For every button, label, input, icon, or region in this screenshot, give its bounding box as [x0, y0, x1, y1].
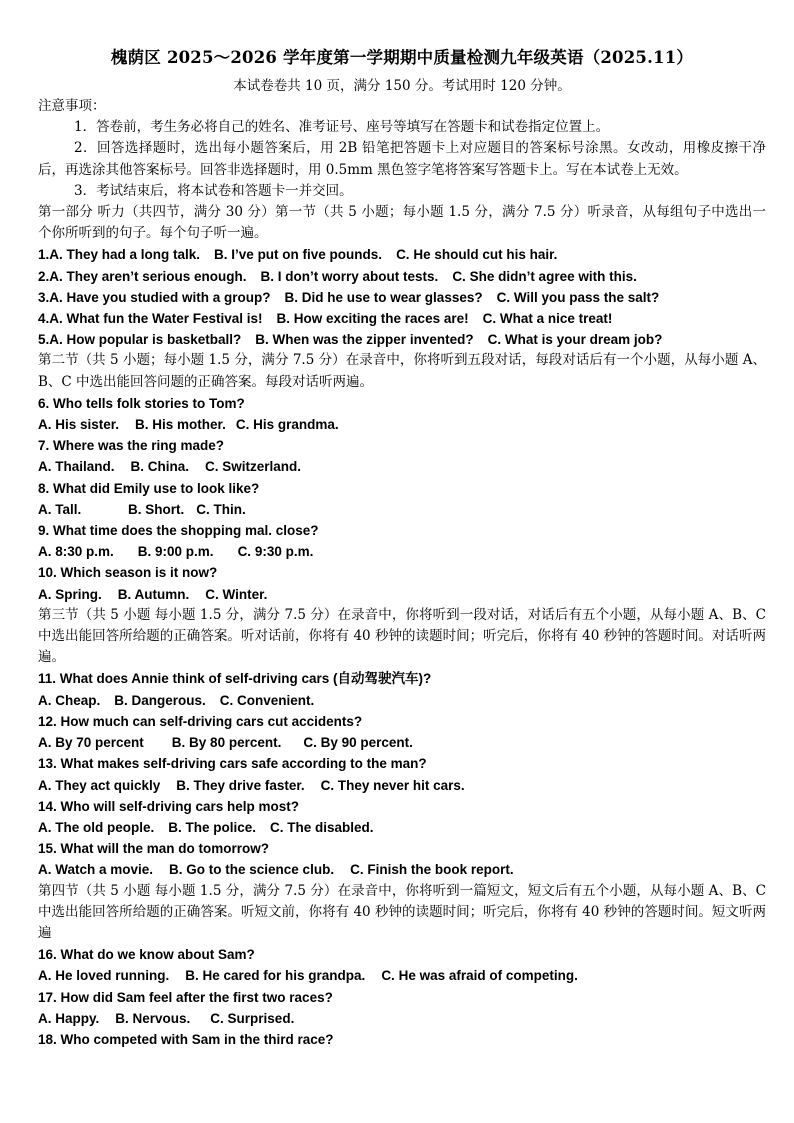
option[interactable]: B. Autumn.	[117, 586, 190, 602]
option[interactable]: B. Short.	[128, 501, 185, 517]
page-title: 槐荫区 2025～2026 学年度第一学期期中质量检测九年级英语（2025.11）	[110, 48, 694, 67]
option[interactable]: 2.A. They aren’t serious enough.	[38, 268, 247, 284]
option[interactable]: 5.A. How popular is basketball?	[38, 332, 242, 348]
option[interactable]: B. 9:00 p.m.	[137, 544, 214, 560]
option-row	[38, 541, 766, 562]
option-row	[38, 414, 766, 435]
section3-list	[38, 668, 766, 880]
option[interactable]: C. His grandma.	[235, 417, 339, 433]
section4-list	[38, 944, 766, 1050]
exam-info: 本试卷卷共 10 页，满分 150 分。考试用时 120 分钟。	[233, 78, 571, 94]
option[interactable]: B. Dangerous.	[114, 692, 206, 708]
section3-intro: 第三节（共 5 小题 每小题 1.5 分，满分 7.5 分）在录音中，你将听到一段对话，对话后有五个小题，从每小题 A、B、C 中选出能回答所给题的正确答案。听对话前，你将有 40 秒钟的读题时间；听完后，你将有 40 秒钟的答题时间。对话听两遍。	[38, 606, 766, 666]
option-row	[38, 965, 766, 986]
notice-item: 2．回答选择题时，选出每小题答案后，用 2B 铅笔把答题卡上对应题目的答案标号涂黑。女改动，用橡皮擦干净后，再选涂其他答案标号。回答非选择题时，用 0.5mm 黑色签字笔将答案写答题卡上。写在本试卷上无效。	[38, 140, 766, 178]
option-row	[38, 1008, 766, 1029]
option-row	[38, 584, 766, 605]
section2-intro: 第二节（共 5 小题；每小题 1.5 分，满分 7.5 分）在录音中，你将听到五段对话，每段对话后有一个小题，从每小题 A、B、C 中选出能回答问题的正确答案。每段对话听两遍。	[38, 352, 766, 390]
option[interactable]: B. He cared for his grandpa.	[185, 968, 366, 984]
option[interactable]: B. China.	[130, 459, 190, 475]
notice-item: 3．考试结束后，将本试卷和答题卡一并交回。	[74, 182, 353, 199]
option[interactable]: B. His mother.	[135, 417, 226, 433]
option[interactable]: B. They drive faster.	[176, 777, 305, 793]
option[interactable]: C. By 90 percent.	[303, 735, 413, 751]
option[interactable]: B. How exciting the races are!	[276, 311, 469, 327]
option-row	[38, 775, 766, 796]
part1-intro: 第一部分 听力（共四节，满分 30 分）第一节（共 5 小题；每小题 1.5 分，满分 7.5 分）听录音，从每组句子中选出一个你所听到的句子。每个句子听一遍。	[38, 204, 766, 242]
option[interactable]: 3.A. Have you studied with a group?	[38, 289, 271, 305]
option[interactable]: C. Winter.	[205, 586, 268, 602]
option[interactable]: 4.A. What fun the Water Festival is!	[38, 311, 263, 327]
option[interactable]: C. She didn’t agree with this.	[452, 268, 637, 284]
section2-list	[38, 393, 766, 605]
option[interactable]: C. What a nice treat!	[482, 311, 613, 327]
option[interactable]: A. The old people.	[38, 819, 155, 835]
option[interactable]: A. By 70 percent	[38, 735, 144, 751]
option[interactable]: A. His sister.	[38, 417, 120, 433]
notice-heading: 注意事项：	[38, 98, 106, 114]
option[interactable]: B. Did he use to wear glasses?	[284, 289, 483, 305]
option[interactable]: C. They never hit cars.	[320, 777, 465, 793]
option[interactable]: B. The police.	[168, 819, 257, 835]
question: 14. Who will self-driving cars help most?	[38, 798, 300, 814]
option[interactable]: B. Go to the science club.	[169, 862, 335, 878]
option[interactable]: A. Thailand.	[38, 459, 115, 475]
option[interactable]: C. Will you pass the salt?	[496, 289, 660, 305]
option[interactable]: B. When was the zipper invented?	[255, 332, 474, 348]
option-row	[38, 859, 766, 880]
option[interactable]: C. 9:30 p.m.	[237, 544, 314, 560]
option-row	[38, 329, 766, 350]
option[interactable]: C. The disabled.	[270, 819, 374, 835]
option[interactable]: C. He should cut his hair.	[396, 247, 558, 263]
option-row	[38, 817, 766, 838]
option[interactable]: A. They act quickly	[38, 777, 161, 793]
question: 15. What will the man do tomorrow?	[38, 841, 270, 857]
option[interactable]: C. Finish the book report.	[350, 862, 514, 878]
option[interactable]: 1.A. They had a long talk.	[38, 247, 201, 263]
option-row	[38, 308, 766, 329]
notice-item: 1．答卷前，考生务必将自己的姓名、准考证号、座号等填写在答题卡和试卷指定位置上。	[74, 119, 610, 136]
option-row	[38, 690, 766, 711]
option[interactable]: C. Switzerland.	[205, 459, 302, 475]
question: 6. Who tells folk stories to Tom?	[38, 395, 245, 411]
question: 8. What did Emily use to look like?	[38, 480, 260, 496]
option-row	[38, 456, 766, 477]
option[interactable]: B. Nervous.	[115, 1010, 191, 1026]
option[interactable]: C. What is your dream job?	[487, 332, 663, 348]
option[interactable]: B. I’ve put on five pounds.	[214, 247, 383, 263]
option[interactable]: A. Tall.	[38, 501, 82, 517]
question: 13. What makes self-driving cars safe according to the man?	[38, 756, 427, 772]
question: 9. What time does the shopping mal. close?	[38, 523, 319, 539]
option[interactable]: A. 8:30 p.m.	[38, 544, 114, 560]
option[interactable]: C. He was afraid of competing.	[381, 968, 578, 984]
question: 7. Where was the ring made?	[38, 438, 225, 454]
option-row	[38, 732, 766, 753]
question: 17. How did Sam feel after the first two races?	[38, 989, 333, 1005]
option-row	[38, 287, 766, 308]
option[interactable]: C. Thin.	[196, 501, 246, 517]
question: 11. What does Annie think of self-driving cars (自动驾驶汽车)?	[38, 671, 432, 687]
option[interactable]: C. Convenient.	[219, 692, 315, 708]
option[interactable]: C. Surprised.	[210, 1010, 295, 1026]
section4-intro: 第四节（共 5 小题 每小题 1.5 分，满分 7.5 分）在录音中，你将听到一篇短文，短文后有五个小题，从每小题 A、B、C 中选出能回答所给题的正确答案。听短文前，你将有 40 秒钟的读题时间；听完后，你将有 40 秒钟的答题时间。短文听两遍	[38, 882, 766, 941]
section1-list	[38, 244, 766, 350]
option[interactable]: A. Cheap.	[38, 692, 101, 708]
option[interactable]: A. Happy.	[38, 1010, 100, 1026]
question: 10. Which season is it now?	[38, 565, 218, 581]
question: 16. What do we know about Sam?	[38, 947, 255, 963]
option-row	[38, 499, 766, 520]
option[interactable]: A. Watch a movie.	[38, 862, 154, 878]
exam-page	[38, 46, 766, 1050]
question: 12. How much can self-driving cars cut accidents?	[38, 713, 363, 729]
question: 18. Who competed with Sam in the third race?	[38, 1031, 334, 1047]
option[interactable]: B. By 80 percent.	[171, 735, 282, 751]
option-row	[38, 244, 766, 265]
option[interactable]: A. Spring.	[38, 586, 102, 602]
option-row	[38, 266, 766, 287]
option[interactable]: B. I don’t worry about tests.	[260, 268, 439, 284]
option[interactable]: A. He loved running.	[38, 968, 170, 984]
